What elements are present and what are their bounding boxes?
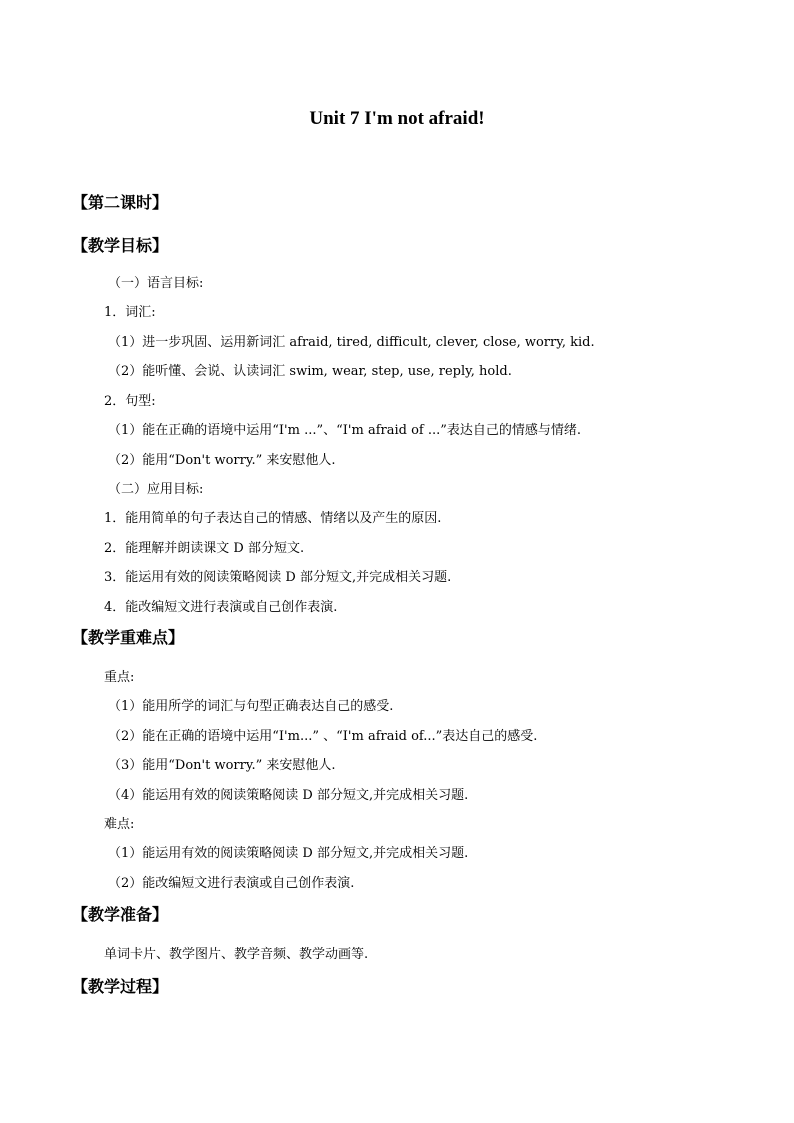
objectives-line: 3．能运用有效的阅读策略阅读 D 部分短文,并完成相关习题. (104, 570, 452, 585)
objectives-line: （1）能在正确的语境中运用“I'm ...”、“I'm afraid of ...”表达自己的情感与情绪. (108, 423, 582, 438)
objectives-line: 1．词汇: (104, 305, 156, 320)
objectives-line: 1．能用简单的句子表达自己的情感、情绪以及产生的原因. (104, 511, 442, 526)
objectives-line: （1）进一步巩固、运用新词汇 afraid, tired, difficult, clever, close, worry, kid. (108, 335, 595, 350)
section-heading-lesson: 【第二课时】 (72, 193, 169, 212)
objectives-line: 2．句型: (104, 394, 156, 409)
key-points-line: 重点: (104, 670, 135, 685)
objectives-line: （二）应用目标: (108, 482, 204, 497)
key-points-line: （1）能运用有效的阅读策略阅读 D 部分短文,并完成相关习题. (108, 846, 469, 861)
preparation-line: 单词卡片、教学图片、教学音频、教学动画等. (104, 947, 369, 962)
objectives-line: 2．能理解并朗读课文 D 部分短文. (104, 541, 305, 556)
section-heading-objectives: 【教学目标】 (72, 236, 169, 255)
key-points-line: （4）能运用有效的阅读策略阅读 D 部分短文,并完成相关习题. (108, 788, 469, 803)
document-title: Unit 7 I'm not afraid! (309, 108, 485, 129)
key-points-line: （2）能改编短文进行表演或自己创作表演. (108, 876, 355, 891)
key-points-line: （1）能用所学的词汇与句型正确表达自己的感受. (108, 699, 394, 714)
key-points-line: 难点: (104, 817, 135, 832)
key-points-line: （3）能用“Don't worry.” 来安慰他人. (108, 758, 336, 773)
section-heading-preparation: 【教学准备】 (72, 905, 169, 924)
objectives-line: （2）能听懂、会说、认读词汇 swim, wear, step, use, reply, hold. (108, 364, 512, 379)
key-points-line: （2）能在正确的语境中运用“I'm...” 、“I'm afraid of...”表达自己的感受. (108, 729, 538, 744)
section-heading-key-points: 【教学重难点】 (72, 628, 185, 647)
objectives-line: （2）能用“Don't worry.” 来安慰他人. (108, 453, 336, 468)
objectives-line: 4．能改编短文进行表演或自己创作表演. (104, 600, 338, 615)
objectives-line: （一）语言目标: (108, 276, 204, 291)
section-heading-process: 【教学过程】 (72, 977, 169, 996)
